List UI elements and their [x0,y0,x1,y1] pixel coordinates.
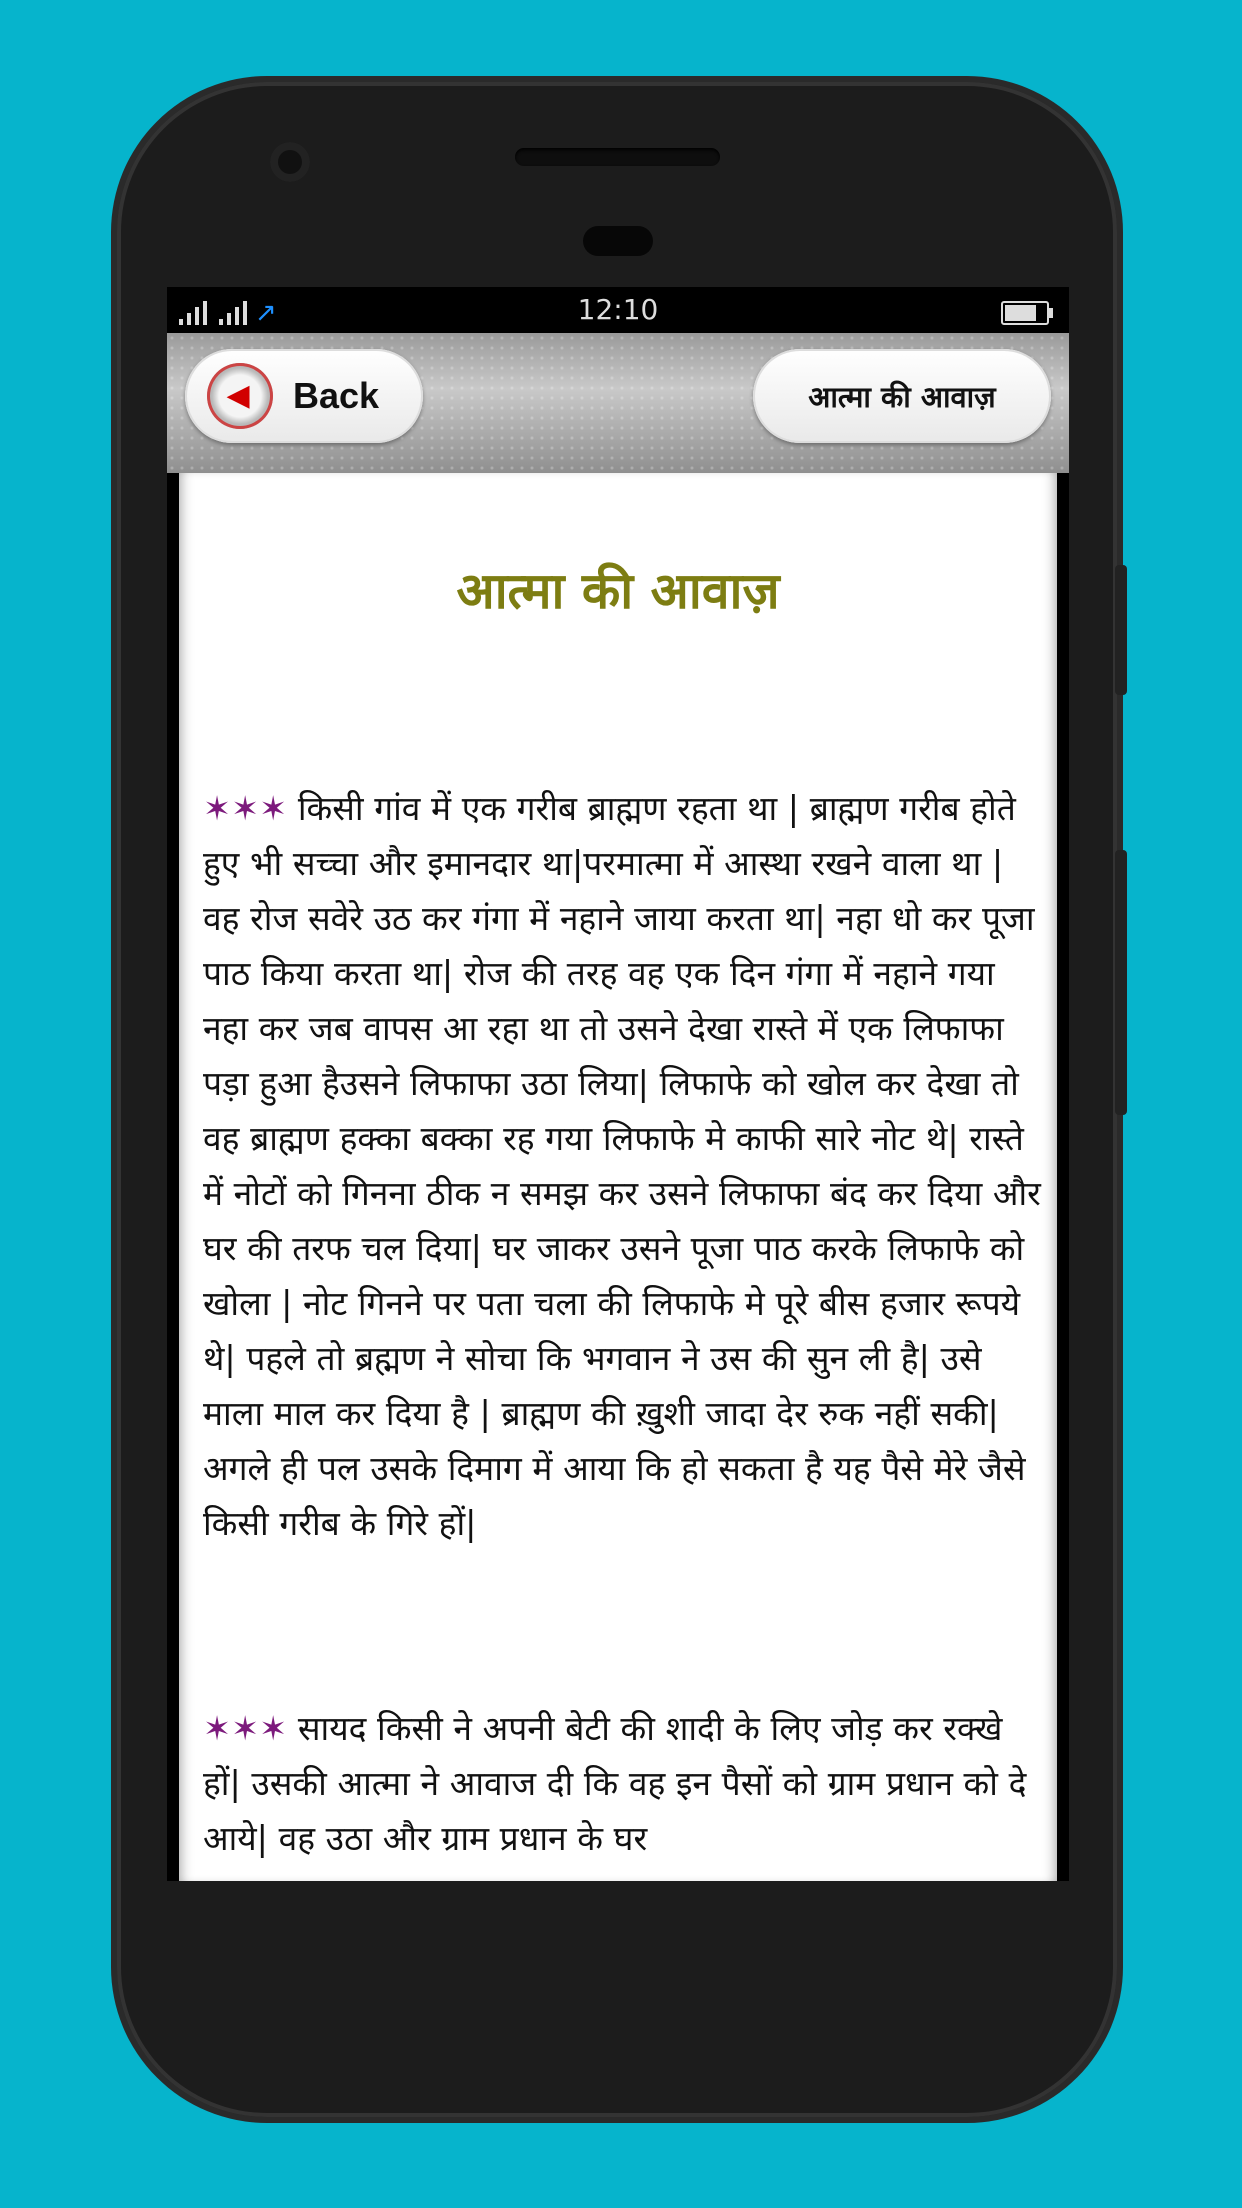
story-title: आत्मा की आवाज़ [456,562,780,620]
earpiece-speaker [515,148,720,166]
stars-icon: ✶✶✶ [203,1709,288,1748]
back-arrow-icon: ◀ [207,363,273,429]
back-label: Back [293,375,380,416]
power-button [1115,565,1127,695]
story-paragraph-1 [203,781,1043,1551]
app-bar-title: आत्मा की आवाज़ [808,379,996,414]
title-badge [753,349,1051,443]
app-bar [167,333,1069,473]
paragraph-text: किसी गांव में एक गरीब ब्राह्मण रहता था | ब्राह्मण गरीब होते हुए भी सच्चा और इमानदार था|परमात्मा में आस्था रखने वाला था | वह रोज सवेरे उठ कर गंगा में नहाने जाया करता था| नहा धो कर पूजा पाठ किया करता था| रोज की तरह वह एक दिन गंगा में नहाने गया नहा कर जब वापस आ रहा था तो उसने देखा रास्ते में एक लिफाफा पड़ा हुआ हैउसने लिफाफा उठा लिया| लिफाफे को खोल कर देखा तो वह ब्राह्मण हक्का बक्का रह गया लिफाफे मे काफी सारे नोट थे| रास्ते में नोटों को गिनना ठीक न समझ कर उसने लिफाफा बंद कर दिया और घर की तरफ चल दिया| घर जाकर उसने पूजा पाठ करके लिफाफे को खोला | नोट गिनने पर पता चला की लिफाफे मे पूरे बीस हजार रूपये थे| पहले तो ब्रह्मण ने सोचा कि भगवान ने उस की सुन ली है| उसे माला माल कर दिया है | ब्राह्मण की ख़ुशी जादा देर रुक नहीं सकी| अगले ही पल उसके दिमाग में आया कि हो सकता है यह पैसे मेरे जैसे किसी गरीब के गिरे हों| [203,789,1041,1543]
paragraph-text: सायद किसी ने अपनी बेटी की शादी के लिए जोड़ कर रक्खे हों| उसकी आत्मा ने आवाज दी कि वह इन पैसों को ग्राम प्रधान को दे आये| वह उठा और ग्राम प्रधान के घर [203,1709,1027,1858]
battery-icon [1001,301,1049,325]
story-content[interactable] [179,473,1057,1881]
stars-icon: ✶✶✶ [203,789,288,828]
carrier-icon: ↗ [255,298,277,328]
status-bar [167,287,1069,333]
front-camera [270,142,310,182]
story-paragraph-2 [203,1701,1043,1866]
clock: 12:10 [577,293,659,326]
screen [167,287,1069,1881]
proximity-sensor [583,226,653,256]
back-button[interactable] [185,349,423,443]
volume-button [1115,850,1127,1115]
